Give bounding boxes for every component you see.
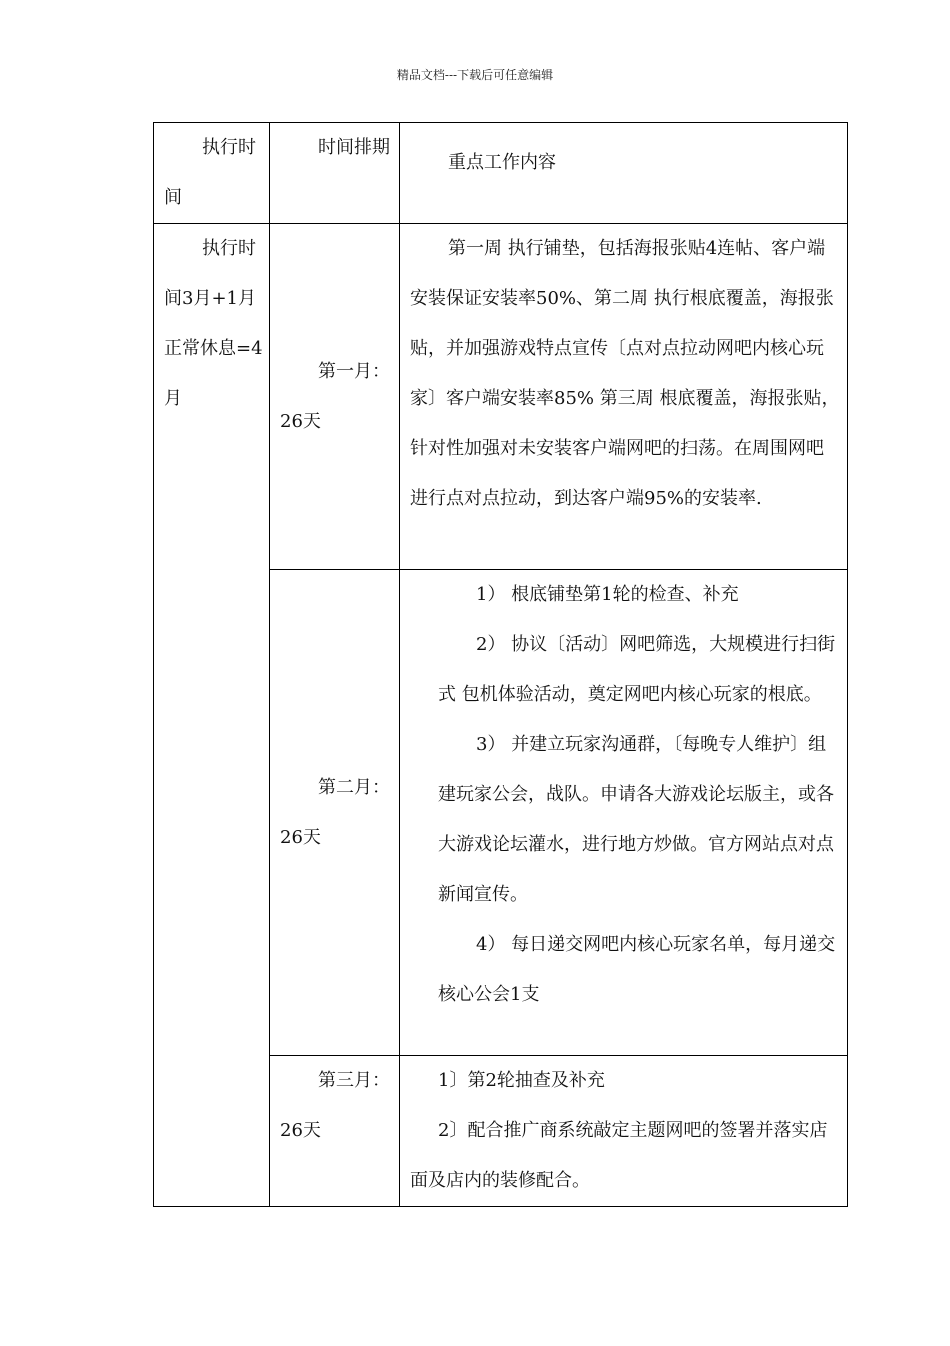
content-cell [400, 570, 848, 1056]
schedule-text: 第二月：26天 [280, 776, 390, 848]
header-label-period: 执行时间 [164, 137, 256, 208]
list-item: 3） 并建立玩家沟通群，〔每晚专人维护〕组建玩家公会，战队。申请各大游戏论坛版主，或各大游戏论坛灌水，进行地方炒做。官方网站点对点新闻宣传。 [438, 734, 834, 905]
schedule-cell [270, 1056, 400, 1207]
list-item: 1） 根底铺垫第1轮的检查、补充 [476, 584, 739, 605]
schedule-cell [270, 570, 400, 1056]
list-item: 4） 每日递交网吧内核心玩家名单，每月递交核心公会1支 [438, 934, 836, 1005]
period-text: 执行时间3月+1月正常休息=4月 [164, 238, 263, 409]
period-cell [154, 224, 270, 1207]
header-cell-schedule [270, 123, 400, 224]
schedule-text: 第三月：26天 [280, 1070, 390, 1141]
content-list [400, 570, 847, 1020]
page-header: 精品文档---下载后可任意编辑 [396, 68, 554, 82]
content-cell [400, 1056, 848, 1207]
content-text: 第一周 执行铺垫，包括海报张贴4连帖、客户端安装保证安装率50%、第二周 执行根底覆盖，海报张贴，并加强游戏特点宣传〔点对点拉动网吧内核心玩家〕客户端安装率85% 第三周 根底覆盖，海报张贴，针对性加强对未安装客户端网吧的扫荡。在周围网吧进行点对点拉动，到达客户端95%的安装率. [410, 238, 840, 509]
table-row [154, 224, 848, 570]
header-cell-period [154, 123, 270, 224]
table-header-row [154, 123, 848, 224]
header-cell-content [400, 123, 848, 224]
content-cell [400, 224, 848, 570]
header-label-schedule: 时间排期 [318, 137, 390, 158]
list-item: 2〕配合推广商系统敲定主题网吧的签署并落实店面及店内的装修配合。 [410, 1120, 828, 1191]
header-label-content: 重点工作内容 [448, 152, 556, 173]
schedule-text: 第一月：26天 [280, 360, 390, 432]
list-item: 2） 协议〔活动〕网吧筛选，大规模进行扫街式 包机体验活动，奠定网吧内核心玩家的根底。 [438, 634, 836, 705]
schedule-cell [270, 224, 400, 570]
work-plan-table [153, 122, 848, 1207]
list-item: 1〕第2轮抽查及补充 [438, 1070, 605, 1091]
content-list [400, 1056, 847, 1206]
